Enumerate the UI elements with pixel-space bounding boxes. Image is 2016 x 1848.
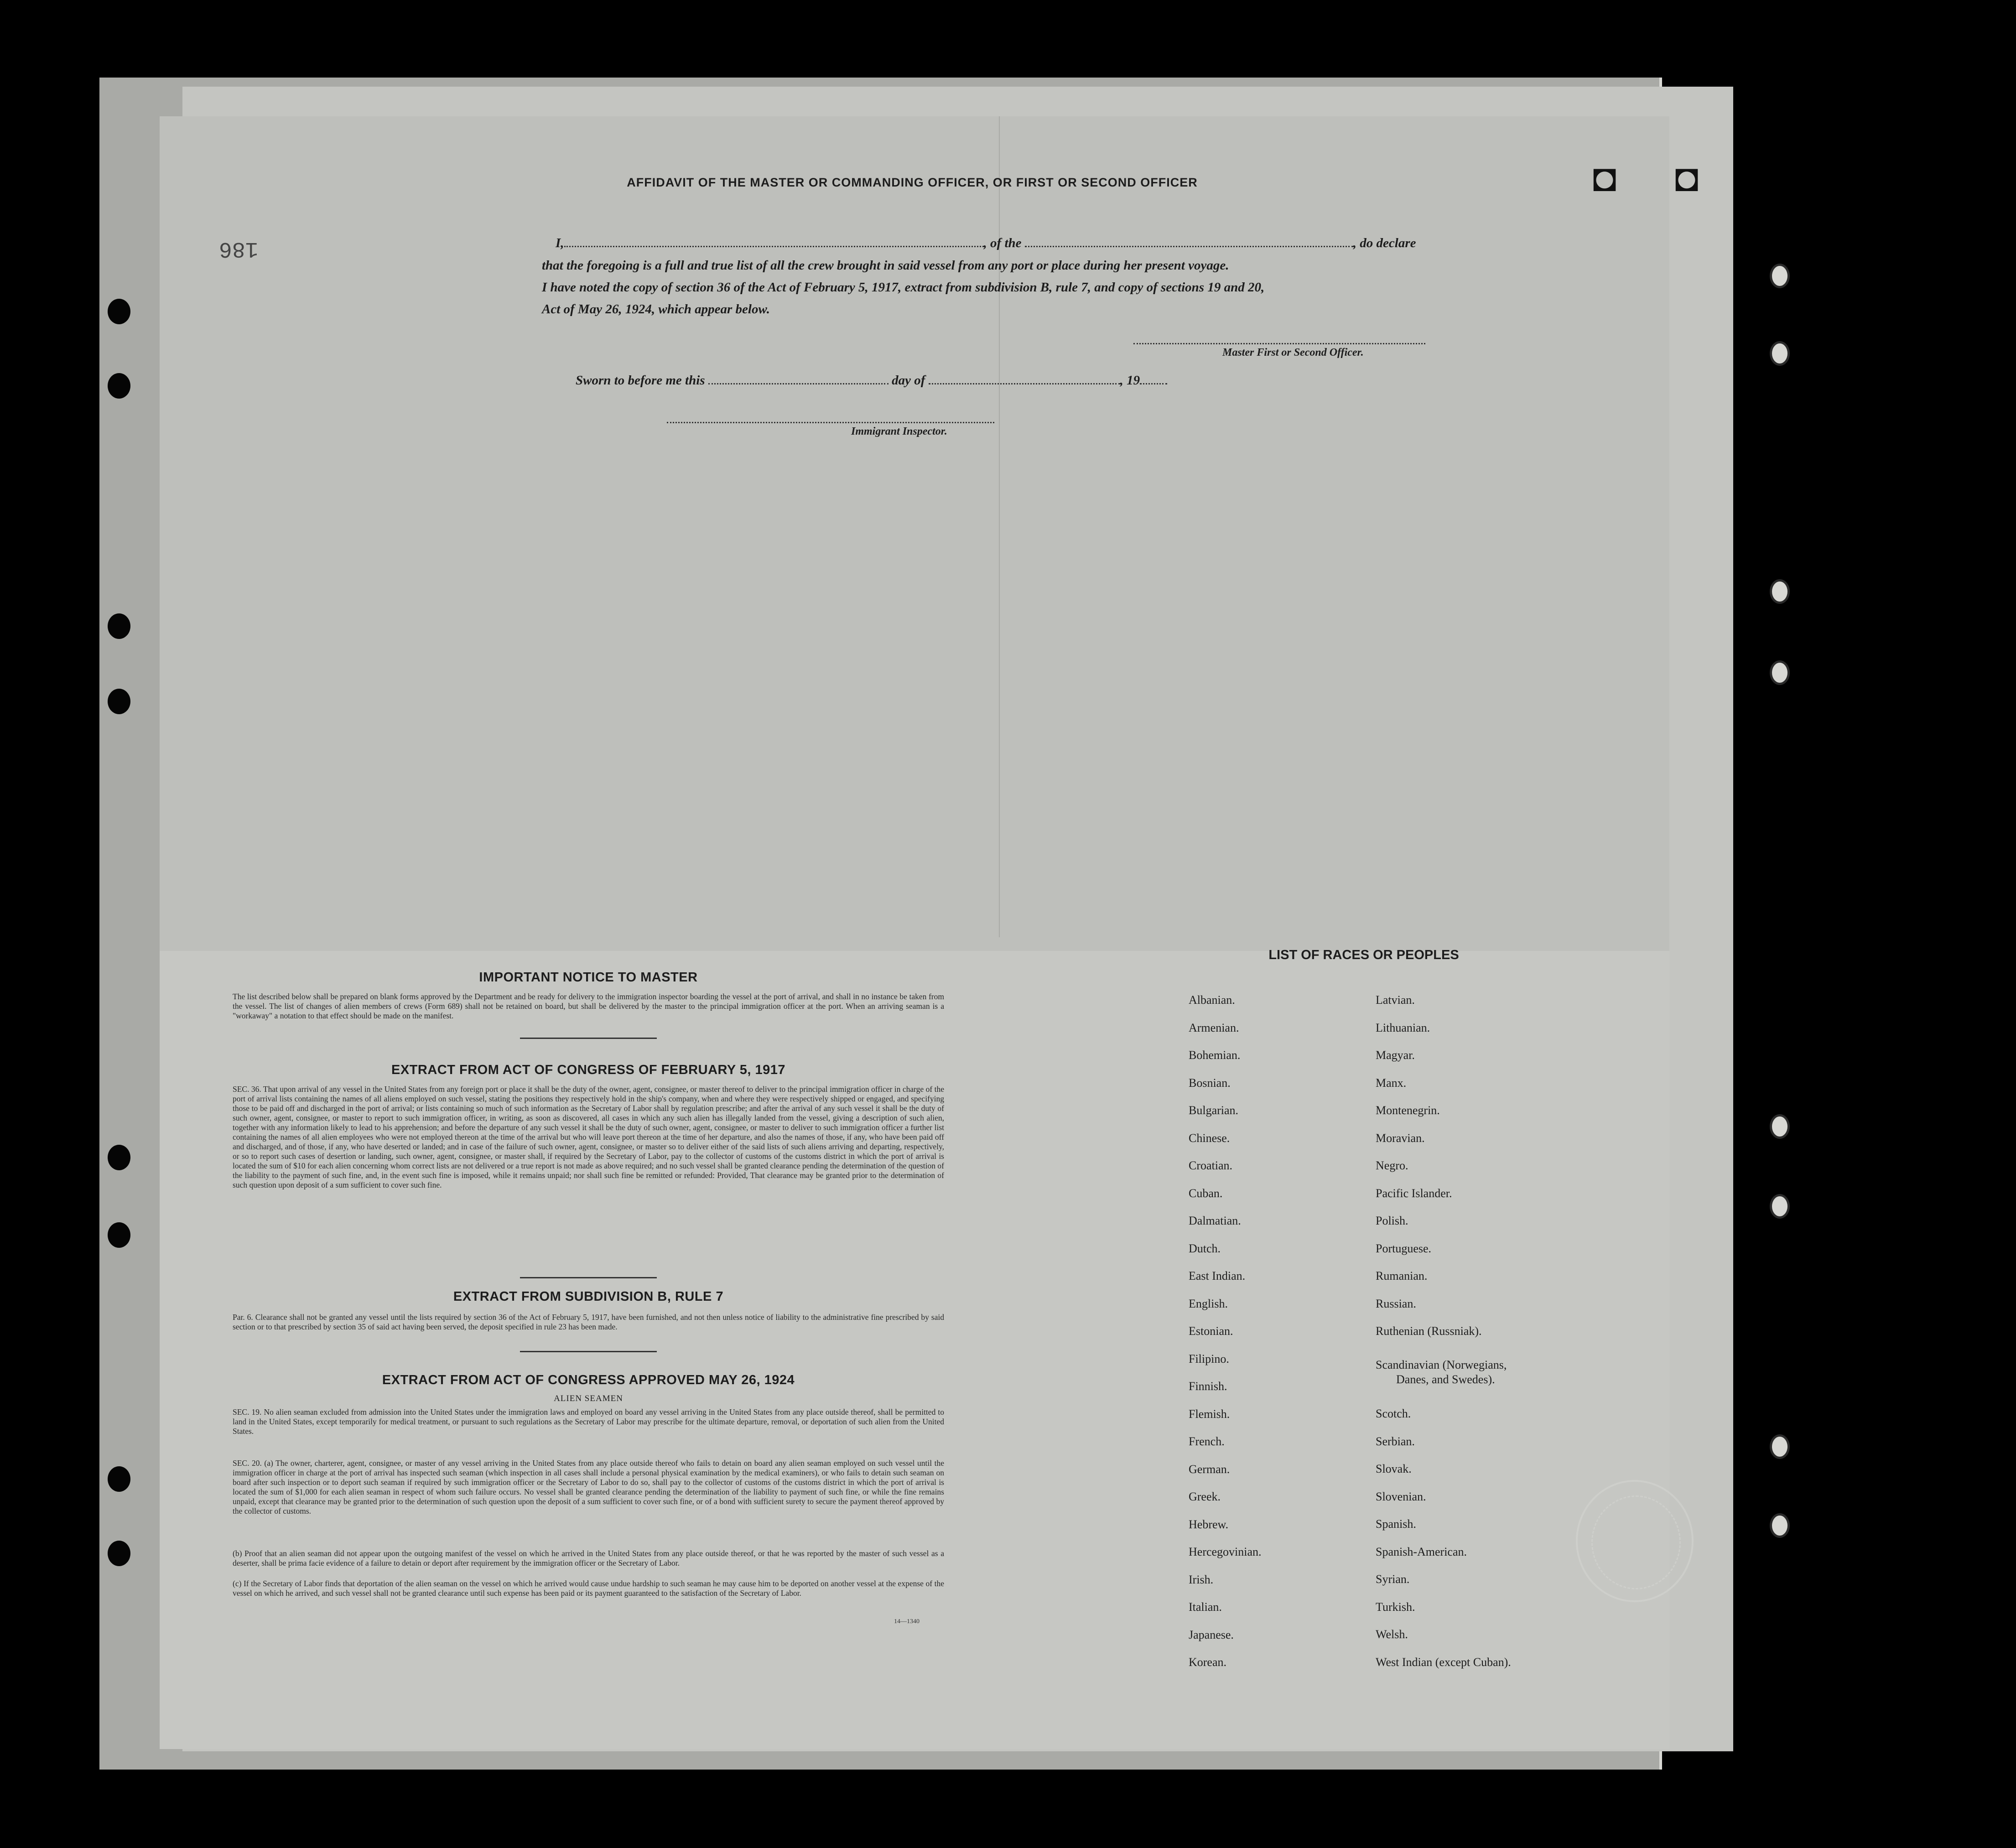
binder-hole: [1770, 264, 1790, 288]
do-declare-label: , do declare: [1353, 236, 1416, 250]
extract-1917-text: SEC. 36. That upon arrival of any vessel in the United States from any foreign port or place it shall be the duty of the owner, agent, consignee, or master thereof to deliver to the principal immigration officer in charge of the port of arrival lists containing the names of all aliens employed on such vessel, stating the positions they respectively hold in the ship's company, when and where they were respectively shipped or engaged, and specifying those to be paid off and discharged in the port of arrival; or lists containing so much of such information as the Secretary of Labor shall by regulation prescribe; and after the arrival of any such vessel it shall be the duty of such owner, agent, consignee, or master to report to such immigration officer, in writing, as soon as discovered, all cases in which any such alien has illegally landed from the vessel, giving a description of such alien, together with any information likely to lead to his apprehension; and before the departure of any such vessel it shall be the duty of such owner, agent, consignee, or master to deliver to such immigration officer a further list containing the names of all alien employees who were not employed thereon at the time of the arrival but who will leave port thereon at the time of her departure, and also the names of those, if any, who have been paid off and discharged, and of those, if any, who have deserted or landed; and in case of the failure of such owner, agent, consignee, or master so to deliver either of the said lists of such aliens arriving and departing, respectively, or so to report such cases of desertion or landing, such owner, agent, consignee, or master shall, if required by the Secretary of Labor, pay to the collector of customs of the customs district in which the port of arrival is located the sum of $10 for each alien concerning whom correct lists are not delivered or a true report is not made as above required; and no such vessel shall be granted clearance pending the determination of the question of the liability to the payment of such fine, and, in the event such fine is imposed, while it remains unpaid; nor shall such fine be remitted or refunded: Provided, That clearance may be granted prior to the determination of such question upon deposit of a sum sufficient to cover such fine.: [233, 1085, 944, 1189]
race-item: Polish.: [1376, 1214, 1408, 1227]
extract-rule7-text: Par. 6. Clearance shall not be granted any vessel until the lists required by section 36 of the Act of February 5, 1917, have been furnished, and not then unless notice of liability to the administrative fine prescribed by said section or to that prescribed by section 35 of said act having been served, the deposit specified in rule 23 has been made.: [233, 1313, 944, 1331]
sec-20b-text: (b) Proof that an alien seaman did not appear upon the outgoing manifest of the vessel on which he arrived in the United States from any place outside thereof, or that he was reported by the master of such vessel as a deserter, shall be prima facie evidence of a failure to detain or deport after requirement by the immigration officer or the Secretary of Labor.: [233, 1549, 944, 1568]
race-item: Rumanian.: [1376, 1269, 1428, 1282]
race-item: Bosnian.: [1189, 1076, 1231, 1090]
race-item: Chinese.: [1189, 1131, 1230, 1145]
sec-19-text: SEC. 19. No alien seaman excluded from admission into the United States under the immigration laws and employed on board any vessel arriving in the United States from any place outside thereof, shall be permitted to land in the United States, except temporarily for medical treatment, or pursuant to such regulations as the Secretary of Labor may prescribe for the ultimate departure, removal, or deportation of such alien from the United States.: [233, 1407, 944, 1436]
race-item: Japanese.: [1189, 1628, 1234, 1641]
inspector-signature-line[interactable]: [667, 422, 994, 423]
race-item: Ruthenian (Russniak).: [1376, 1324, 1482, 1338]
race-item: Bohemian.: [1189, 1049, 1241, 1062]
race-item: Dalmatian.: [1189, 1214, 1241, 1227]
binder-hole: [1770, 1434, 1790, 1459]
sworn-month-field[interactable]: [929, 373, 1120, 384]
race-item: Estonian.: [1189, 1324, 1233, 1338]
race-item: Lithuanian.: [1376, 1021, 1430, 1034]
day-of-label: day of: [892, 373, 925, 388]
binder-hole: [108, 373, 130, 399]
affidavit-declaration-line: [556, 236, 1416, 251]
extract-rule7-title: EXTRACT FROM SUBDIVISION B, RULE 7: [453, 1289, 724, 1304]
master-signature-label: Master First or Second Officer.: [1222, 347, 1364, 358]
race-item: Spanish.: [1376, 1517, 1416, 1531]
race-item: Slovak.: [1376, 1462, 1412, 1475]
race-item: Scotch.: [1376, 1407, 1411, 1420]
race-item: Russian.: [1376, 1297, 1416, 1310]
divider: [520, 1351, 657, 1352]
affidavit-title: AFFIDAVIT OF THE MASTER OR COMMANDING OFFICER, OR FIRST OR SECOND OFFICER: [627, 176, 1198, 189]
race-item: Montenegrin.: [1376, 1104, 1440, 1117]
binder-hole: [108, 1222, 130, 1248]
embossed-seal: [1576, 1480, 1694, 1602]
inspector-signature-label: Immigrant Inspector.: [851, 426, 947, 437]
affidavit-line: that the foregoing is a full and true list of all the crew brought in said vessel from any port or place during her present voyage.: [542, 258, 1229, 273]
races-title: LIST OF RACES OR PEOPLES: [1268, 948, 1459, 962]
binder-hole: [108, 613, 130, 639]
race-item: Serbian.: [1376, 1434, 1415, 1448]
race-item: Irish.: [1189, 1573, 1214, 1586]
race-item: Slovenian.: [1376, 1490, 1426, 1503]
race-item: Manx.: [1376, 1076, 1407, 1090]
affidavit-line: I have noted the copy of section 36 of the Act of February 5, 1917, extract from subdivision B, rule 7, and copy of sections 19 and 20,: [542, 280, 1265, 295]
race-item: English.: [1189, 1297, 1228, 1310]
race-item: Welsh.: [1376, 1628, 1408, 1641]
race-item: Hebrew.: [1189, 1517, 1229, 1531]
binder-hole: [1770, 1513, 1790, 1538]
affidavit-line: Act of May 26, 1924, which appear below.: [542, 302, 770, 317]
vessel-field[interactable]: [1025, 236, 1353, 247]
race-item: East Indian.: [1189, 1269, 1246, 1282]
sworn-day-field[interactable]: [708, 373, 888, 384]
race-item: Scandinavian (Norwegians,: [1376, 1358, 1507, 1371]
race-item: Korean.: [1189, 1656, 1227, 1669]
binder-hole: [108, 299, 130, 324]
sheet-number: 186: [219, 236, 259, 261]
binder-hole: [1770, 660, 1790, 685]
race-item: Greek.: [1189, 1490, 1221, 1503]
race-item: Filipino.: [1189, 1352, 1229, 1365]
race-item: Pacific Islander.: [1376, 1186, 1452, 1200]
race-item: Syrian.: [1376, 1573, 1410, 1586]
binder-hole: [1770, 1114, 1790, 1139]
race-item: Danes, and Swedes).: [1396, 1373, 1495, 1386]
sec-20a-text: SEC. 20. (a) The owner, charterer, agent, consignee, or master of any vessel arriving in the United States from any place outside thereof who fails to detain on board any alien seaman employed on such vessel until the immigration officer in charge at the port of arrival has inspected such seaman (which inspection in all cases shall include a personal physical examination by the medical examiners), or who fails to detain such seaman on board after such inspection or to deport such seaman if required by such immigration officer or the Secretary of Labor to do so, shall pay to the collector of customs of the customs district in which the port of arrival is located the sum of $1,000 for each alien seaman in respect of whom such failure occurs. No vessel shall be granted clearance pending the determination of the liability to payment of such fine, or while the fine remains unpaid, except that clearance may be granted prior to the determination of such question upon the deposit of a sum sufficient to cover such fine, or of a bond with sufficient surety to secure the payment thereof approved by the collector of customs.: [233, 1459, 944, 1516]
master-signature-line[interactable]: [1133, 343, 1425, 344]
binder-hole: [108, 1541, 130, 1566]
race-item: Hercegovinian.: [1189, 1545, 1262, 1558]
race-item: Negro.: [1376, 1159, 1408, 1172]
race-item: Spanish-American.: [1376, 1545, 1467, 1558]
race-item: Magyar.: [1376, 1049, 1415, 1062]
race-item: German.: [1189, 1462, 1230, 1476]
i-label: I,: [556, 236, 564, 250]
race-item: West Indian (except Cuban).: [1376, 1655, 1511, 1669]
corner-mark-icon: ◘: [1593, 156, 1616, 200]
race-item: Moravian.: [1376, 1131, 1425, 1145]
extract-1924-title: EXTRACT FROM ACT OF CONGRESS APPROVED MAY 26, 1924: [382, 1373, 795, 1387]
notice-title: IMPORTANT NOTICE TO MASTER: [479, 970, 698, 985]
race-item: Cuban.: [1189, 1186, 1223, 1200]
binder-hole: [108, 1145, 130, 1170]
race-item: Croatian.: [1189, 1159, 1233, 1172]
race-item: Dutch.: [1189, 1241, 1221, 1255]
sworn-label: Sworn to before me this: [576, 373, 705, 388]
divider: [520, 1038, 657, 1039]
race-item: Italian.: [1189, 1600, 1222, 1614]
notice-text: The list described below shall be prepared on blank forms approved by the Department and be ready for delivery to the immigration inspector boarding the vessel at the port of arrival, and shall in no instance be taken from the vessel. The list of changes of alien members of crews (Form 689) shall not be retained on board, but shall be delivered by the master to the principal immigration officer at the port. When an arriving seaman is a "workaway" a notation to that effect should be made on the manifest.: [233, 992, 944, 1020]
name-field[interactable]: [564, 236, 984, 247]
of-the-label: , of the: [983, 236, 1022, 250]
extract-1924-subtitle: ALIEN SEAMEN: [554, 1394, 623, 1403]
race-item: Albanian.: [1189, 993, 1235, 1007]
binder-hole: [1770, 1194, 1790, 1219]
race-item: Turkish.: [1376, 1600, 1415, 1614]
extract-1917-title: EXTRACT FROM ACT OF CONGRESS OF FEBRUARY 5, 1917: [391, 1063, 786, 1077]
sec-20c-text: (c) If the Secretary of Labor finds that deportation of the alien seaman on the vessel on which he arrived would cause undue hardship to such seaman he may cause him to be deported on another vessel at the expense of the vessel on which he arrived, and such vessel shall not be granted clearance until such expense has been paid or its payment guaranteed to the satisfaction of the Secretary of Labor.: [233, 1579, 944, 1598]
binder-hole: [108, 689, 130, 714]
race-item: Latvian.: [1376, 993, 1415, 1007]
race-item: Finnish.: [1189, 1380, 1227, 1393]
race-item: Flemish.: [1189, 1407, 1230, 1421]
binder-hole: [1770, 579, 1790, 604]
corner-mark-icon: ◘: [1675, 156, 1699, 200]
binder-hole: [108, 1466, 130, 1492]
race-item: Bulgarian.: [1189, 1104, 1239, 1117]
divider: [520, 1277, 657, 1278]
sworn-year-field[interactable]: [1140, 373, 1167, 384]
race-item: Portuguese.: [1376, 1241, 1432, 1255]
binder-hole: [1770, 341, 1790, 366]
year-label: , 19: [1120, 373, 1140, 388]
form-number: 14—1340: [894, 1618, 920, 1625]
sworn-line: [576, 373, 1167, 388]
race-item: French.: [1189, 1435, 1225, 1448]
race-item: Armenian.: [1189, 1021, 1239, 1034]
